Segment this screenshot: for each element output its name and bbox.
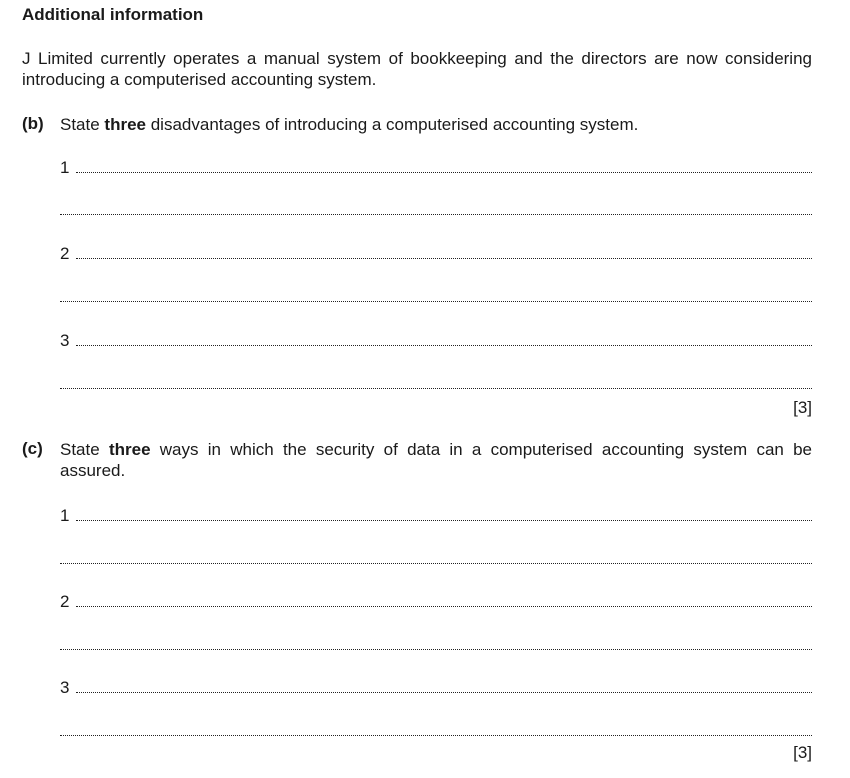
answer-line-b-3[interactable] (60, 329, 812, 349)
dotted-line (60, 735, 812, 736)
answer-number: 2 (60, 592, 70, 611)
answer-line-c-2-cont[interactable] (60, 633, 812, 653)
question-c-text: State three ways in which the security of data in a computerised accounting system can be assured. (60, 440, 813, 480)
dotted-line (76, 606, 812, 607)
answer-number: 1 (60, 158, 70, 177)
answer-number: 3 (60, 678, 70, 697)
question-b-label: (b) (22, 114, 44, 133)
section-heading: Additional information (22, 5, 204, 24)
answer-line-b-1[interactable] (60, 156, 812, 176)
intro-paragraph: J Limited currently operates a manual system of bookkeeping and the directors are now considering introducing a computerised accounting system. (22, 49, 812, 89)
dotted-line (76, 345, 812, 346)
dotted-line (76, 172, 812, 173)
dotted-line (60, 301, 812, 302)
answer-line-c-1[interactable] (60, 504, 812, 524)
answer-line-b-2-cont[interactable] (60, 285, 812, 305)
answer-number: 2 (60, 244, 70, 263)
answer-line-b-1-cont[interactable] (60, 198, 812, 218)
dotted-line (76, 258, 812, 259)
dotted-line (76, 692, 812, 693)
answer-line-c-3-cont[interactable] (60, 719, 812, 739)
dotted-line (60, 649, 812, 650)
dotted-line (60, 563, 812, 564)
question-c-label: (c) (22, 439, 43, 458)
dotted-line (76, 520, 812, 521)
answer-number: 1 (60, 506, 70, 525)
answer-line-b-2[interactable] (60, 242, 812, 262)
answer-line-c-1-cont[interactable] (60, 547, 812, 567)
question-b-text: State three disadvantages of introducing a computerised accounting system. (60, 115, 639, 134)
answer-line-c-3[interactable] (60, 676, 812, 696)
marks-b: [3] (793, 398, 812, 417)
marks-c: [3] (793, 743, 812, 762)
answer-line-c-2[interactable] (60, 590, 812, 610)
answer-line-b-3-cont[interactable] (60, 372, 812, 392)
answer-number: 3 (60, 331, 70, 350)
dotted-line (60, 214, 812, 215)
dotted-line (60, 388, 812, 389)
